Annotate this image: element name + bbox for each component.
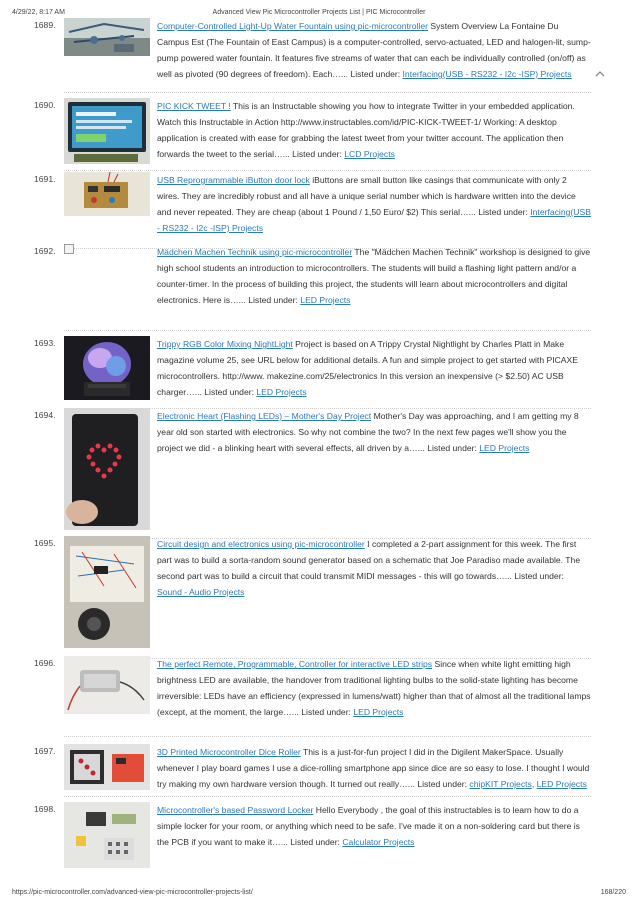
breadboard-speaker-photo bbox=[64, 536, 150, 648]
project-description: I completed a 2-part assignment for this week. The first part was to build a sorta-random sound generator based on a schematic that Joe Paradiso made available. The second part was to build a circuit that could transmit MIDI messages - this will go towards…... Listed under: bbox=[157, 539, 581, 581]
item-text bbox=[157, 18, 591, 82]
project-description: System Overview La Fontaine Du Campus Est (The Fountain of East Campus) is a computer-controlled, servo-actuated, LED and halogen-lit, sump-pump powered water fountain. It features five streams of water that can each be individually controlled (on/off) as well as pivoted (90 degrees of freedom). Each…... Listed under: bbox=[157, 21, 591, 79]
category-link[interactable]: Interfacing(USB - RS232 - I2c -ISP) Projects bbox=[157, 207, 591, 233]
divider bbox=[64, 796, 591, 797]
dice-roller-photo bbox=[64, 744, 150, 790]
print-date: 4/29/22, 8:17 AM bbox=[12, 9, 65, 16]
password-locker-photo bbox=[64, 802, 150, 868]
project-link[interactable]: PIC KICK TWEET ! bbox=[157, 101, 231, 111]
project-description: Hello Everybody , the goal of this instructables is to learn how to do a simple locker for your room, or anything which need to be safe. I've made it on a non-soldering card but there is the PCB if you want to make it…... Listed under: bbox=[157, 805, 580, 847]
project-thumbnail[interactable] bbox=[64, 408, 150, 530]
item-text bbox=[157, 802, 591, 850]
divider bbox=[64, 330, 591, 331]
item-text bbox=[157, 172, 591, 236]
project-thumbnail[interactable] bbox=[64, 172, 150, 216]
item-text bbox=[157, 536, 591, 600]
item-number: 1695. bbox=[34, 538, 56, 548]
project-thumbnail[interactable] bbox=[64, 98, 150, 164]
item-text bbox=[157, 408, 591, 456]
item-number: 1693. bbox=[34, 338, 56, 348]
project-description: Since when white light emitting high brightness LED are available, the handover from traditional lighting bulbs to the solid-state lighting has become irreversible: LEDs have an efficiency (expressed in lumens/watt) higher than that of almost all the traditional lamps (except, at the moment, the large…... Listed under: bbox=[157, 659, 591, 717]
project-thumbnail[interactable] bbox=[64, 802, 150, 868]
project-link[interactable]: Computer-Controlled Light-Up Water Fountain using pic-microcontroller bbox=[157, 21, 428, 31]
category-link[interactable]: LED Projects bbox=[479, 443, 530, 453]
project-description: Mother's Day was approaching, and I am getting my 8 year old son started with electronics. So why not combine the two? In the next few pages we'll show you the project we did - a blinking heart with several effects, all driven by a…... Listed under: bbox=[157, 411, 579, 453]
project-link[interactable]: USB Reprogrammable iButton door lock bbox=[157, 175, 310, 185]
item-number: 1694. bbox=[34, 410, 56, 420]
item-number: 1698. bbox=[34, 804, 56, 814]
page-counter: 168/220 bbox=[600, 889, 626, 896]
category-link[interactable]: LED Projects bbox=[353, 707, 404, 717]
category-separator: , bbox=[531, 779, 537, 789]
project-description: iButtons are small button like casings that communicate with only 2 wires. They are incredibly robust and all have a unique serial number which is hardware written into the device and never repeated. They are cheap (about 1 Pound / 1,50 Euro/ $2) This serial…... Listed under: bbox=[157, 175, 576, 217]
project-description: The "Mädchen Machen Technik" workshop is designed to give high school students an introduction to microcontrollers. The students will build a flashing light pattern and/or a counter-timer. In the process of building this project, the students will learn about microcontrollers and digital electronics. Here is…... Listed under: bbox=[157, 247, 591, 305]
project-description: This is an Instructable showing you how to integrate Twitter in your embedded application. Watch this Instructable in Action http://www.instructables.com/id/PIC-KICK-TWEET-1/ Working: A desktop application is created with ease for grabbing the latest tweet from your twitter account. The application then forwards the tweet to the serial…... Listed under: bbox=[157, 101, 575, 159]
category-link[interactable]: LED Projects bbox=[256, 387, 307, 397]
item-text bbox=[157, 98, 591, 162]
project-description: Project is based on A Trippy Crystal Nightlight by Charles Platt in Make magazine volume 25, see URL below for additional details. A fun and simple project to get started with PICAXE microcontrollers. http://www. makezine.com/25/electronics In this version an inexpensive (> $2.50) AC USB charger…... Listed under: bbox=[157, 339, 579, 397]
project-link[interactable]: Microcontroller's based Password Locker bbox=[157, 805, 314, 815]
category-link[interactable]: LCD Projects bbox=[344, 149, 395, 159]
ibutton-board-photo bbox=[64, 172, 150, 216]
item-number: 1690. bbox=[34, 100, 56, 110]
water-fountain-photo bbox=[64, 18, 150, 56]
project-thumbnail[interactable] bbox=[64, 244, 150, 256]
item-number: 1689. bbox=[34, 20, 56, 30]
divider bbox=[64, 736, 591, 737]
project-link[interactable]: Mädchen Machen Technik using pic-microcontroller bbox=[157, 247, 353, 257]
category-link[interactable]: chipKIT Projects bbox=[469, 779, 532, 789]
broken-image-icon bbox=[64, 244, 74, 254]
print-title: Advanced View Pic Microcontroller Projects List | PIC Microcontroller bbox=[212, 9, 426, 16]
item-text bbox=[157, 656, 591, 720]
led-controller-photo bbox=[64, 656, 150, 714]
project-thumbnail[interactable] bbox=[64, 744, 150, 790]
item-number: 1691. bbox=[34, 174, 56, 184]
print-footer bbox=[0, 885, 638, 903]
chevron-up-icon[interactable] bbox=[594, 68, 606, 80]
category-link[interactable]: LED Projects bbox=[300, 295, 351, 305]
project-thumbnail[interactable] bbox=[64, 656, 150, 714]
led-heart-photo bbox=[64, 408, 150, 530]
category-link[interactable]: LED Projects bbox=[536, 779, 587, 789]
item-text bbox=[157, 336, 591, 400]
item-text bbox=[157, 244, 591, 308]
project-thumbnail[interactable] bbox=[64, 18, 150, 56]
category-link[interactable]: Calculator Projects bbox=[342, 837, 415, 847]
project-description: This is a just-for-fun project I did in the Digilent MakerSpace. Usually whenever I play board games I use a dice-rolling smartphone app since dice are so easy to lose. I thought I would try making my own hardware version though. It turned out really…... Listed under: bbox=[157, 747, 590, 789]
project-link[interactable]: Trippy RGB Color Mixing NightLight bbox=[157, 339, 293, 349]
lcd-twitter-photo bbox=[64, 98, 150, 164]
project-link[interactable]: 3D Printed Microcontroller Dice Roller bbox=[157, 747, 301, 757]
divider bbox=[64, 170, 591, 171]
project-link[interactable]: Electronic Heart (Flashing LEDs) – Mother's Day Project bbox=[157, 411, 372, 421]
print-header bbox=[0, 0, 638, 16]
project-thumbnail[interactable] bbox=[64, 336, 150, 400]
category-link[interactable]: Sound - Audio Projects bbox=[157, 587, 245, 597]
page-url: https://pic-microcontroller.com/advanced-view-pic-microcontroller-projects-list/ bbox=[12, 889, 253, 896]
project-link[interactable]: Circuit design and electronics using pic-microcontroller bbox=[157, 539, 365, 549]
item-number: 1697. bbox=[34, 746, 56, 756]
category-link[interactable]: Interfacing(USB - RS232 - I2c -ISP) Projects bbox=[402, 69, 572, 79]
item-text bbox=[157, 744, 591, 792]
rgb-nightlight-photo bbox=[64, 336, 150, 400]
divider bbox=[64, 92, 591, 93]
project-link[interactable]: The perfect Remote, Programmable, Controller for interactive LED strips bbox=[157, 659, 433, 669]
item-number: 1696. bbox=[34, 658, 56, 668]
item-number: 1692. bbox=[34, 246, 56, 256]
project-thumbnail[interactable] bbox=[64, 536, 150, 648]
